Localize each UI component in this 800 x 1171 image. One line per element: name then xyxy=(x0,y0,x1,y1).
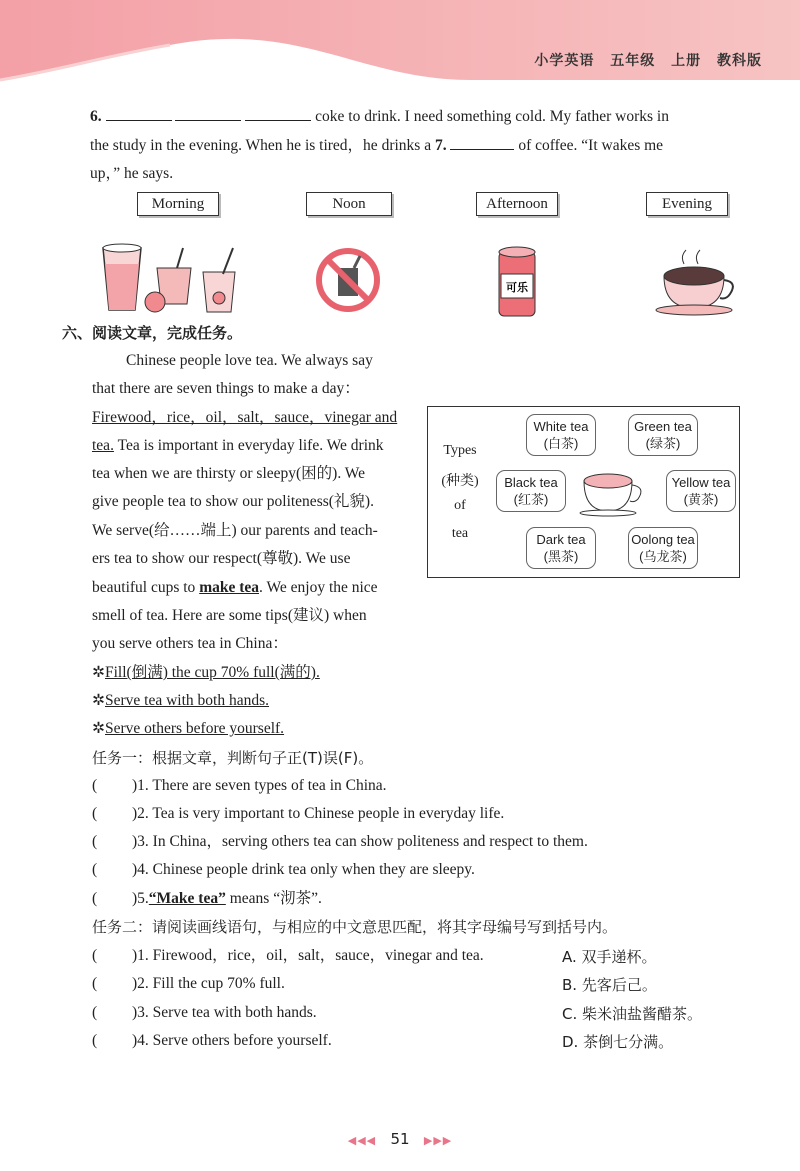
time-evening: Evening xyxy=(646,192,728,216)
page-footer xyxy=(0,1130,800,1148)
cola-can-image xyxy=(495,244,539,320)
tip-3: ✲Serve others before yourself. xyxy=(92,720,285,737)
para-line: you serve others tea in China： xyxy=(92,635,288,652)
task2-item[interactable]: ( )1. Firewood，rice，oil，salt，sauce，vinegar and tea. xyxy=(92,947,484,964)
types-label: (种类) xyxy=(441,474,479,489)
blank-7[interactable] xyxy=(450,135,514,150)
option-b: B. 先客后己。 xyxy=(562,976,657,994)
task1-item[interactable]: ( )2. Tea is very important to Chinese people in everyday life. xyxy=(92,805,505,822)
header-info: 小学英语 五年级 上册 教科版 xyxy=(534,53,762,69)
prev-arrows-icon: ◀◀◀ xyxy=(347,1134,377,1147)
section-six-title: 六、阅读文章，完成任务。 xyxy=(62,324,243,342)
para-line: that there are seven things to make a day： xyxy=(92,380,360,397)
task2-item[interactable]: ( )4. Serve others before yourself. xyxy=(92,1032,332,1049)
para-line: tea when we are thirsty or sleepy(困的). We xyxy=(92,465,366,482)
tea-types-box xyxy=(427,406,740,578)
teacup-icon xyxy=(578,467,650,517)
para-line: smell of tea. Here are some tips(建议) when xyxy=(92,607,367,624)
coffee-cup-image xyxy=(650,246,740,316)
task2-item[interactable]: ( )2. Fill the cup 70% full. xyxy=(92,975,285,992)
blank-6c[interactable] xyxy=(245,106,311,121)
blank-6a[interactable] xyxy=(106,106,172,121)
tea-yellow: Yellow tea (黄茶) xyxy=(666,470,736,512)
types-label: of xyxy=(454,498,466,513)
passage-line-2: the study in the evening. When he is tired，he drinks a 7. of coffee. “It wakes me xyxy=(90,137,664,154)
task2-title: 任务二：请阅读画线语句，与相应的中文意思匹配，将其字母编号写到括号内。 xyxy=(92,918,618,936)
tip-2: ✲Serve tea with both hands. xyxy=(92,692,270,709)
para-line: give people tea to show our politeness(礼貌). xyxy=(92,493,374,510)
para-line-underlined: Firewood，rice，oil，salt，sauce，vinegar and xyxy=(92,409,398,426)
option-a: A. 双手递杯。 xyxy=(562,948,657,966)
task1-item[interactable]: ( )4. Chinese people drink tea only when they are sleepy. xyxy=(92,861,475,878)
types-label: tea xyxy=(451,526,469,541)
para-line: beautiful cups to make tea. We enjoy the nice xyxy=(92,579,378,596)
passage-line-3: up，” he says. xyxy=(90,165,174,182)
option-c: C. 柴米油盐酱醋茶。 xyxy=(562,1005,703,1023)
blank-6b[interactable] xyxy=(175,106,241,121)
task1-item[interactable]: ( )3. In China，serving others tea can show politeness and respect to them. xyxy=(92,833,588,850)
time-morning: Morning xyxy=(137,192,219,216)
option-d: D. 茶倒七分满。 xyxy=(562,1033,674,1051)
para-line: We serve(给……端上) our parents and teach- xyxy=(92,522,378,539)
task1-item[interactable]: ( )1. There are seven types of tea in China. xyxy=(92,777,387,794)
page-number: 51 xyxy=(390,1130,410,1148)
tea-white: White tea (白茶) xyxy=(526,414,596,456)
tip-1: ✲Fill(倒满) the cup 70% full(满的). xyxy=(92,664,320,681)
para-line: ers tea to show our respect(尊敬). We use xyxy=(92,550,351,567)
task2-item[interactable]: ( )3. Serve tea with both hands. xyxy=(92,1004,317,1021)
tea-dark: Dark tea (黑茶) xyxy=(526,527,596,569)
time-afternoon: Afternoon xyxy=(476,192,558,216)
types-label: Types xyxy=(443,443,477,458)
para-line: Chinese people love tea. We always say xyxy=(126,352,373,369)
time-noon: Noon xyxy=(306,192,392,216)
juice-drinks-image xyxy=(95,238,245,318)
next-arrows-icon: ▶▶▶ xyxy=(423,1134,453,1147)
tea-oolong: Oolong tea (乌龙茶) xyxy=(628,527,698,569)
tea-black: Black tea (红茶) xyxy=(496,470,566,512)
svg-text:可乐: 可乐 xyxy=(506,281,528,294)
header-banner xyxy=(0,0,800,90)
task1-item[interactable]: ( )5.“Make tea” means “沏茶”. xyxy=(92,890,322,907)
no-drinks-icon xyxy=(314,246,382,314)
task1-title: 任务一：根据文章，判断句子正(T)误(F)。 xyxy=(92,749,374,767)
passage-line-1: 6. coke to drink. I need something cold. My father works in xyxy=(90,108,669,125)
tea-green: Green tea (绿茶) xyxy=(628,414,698,456)
para-line: tea. Tea is important in everyday life. We drink xyxy=(92,437,384,454)
